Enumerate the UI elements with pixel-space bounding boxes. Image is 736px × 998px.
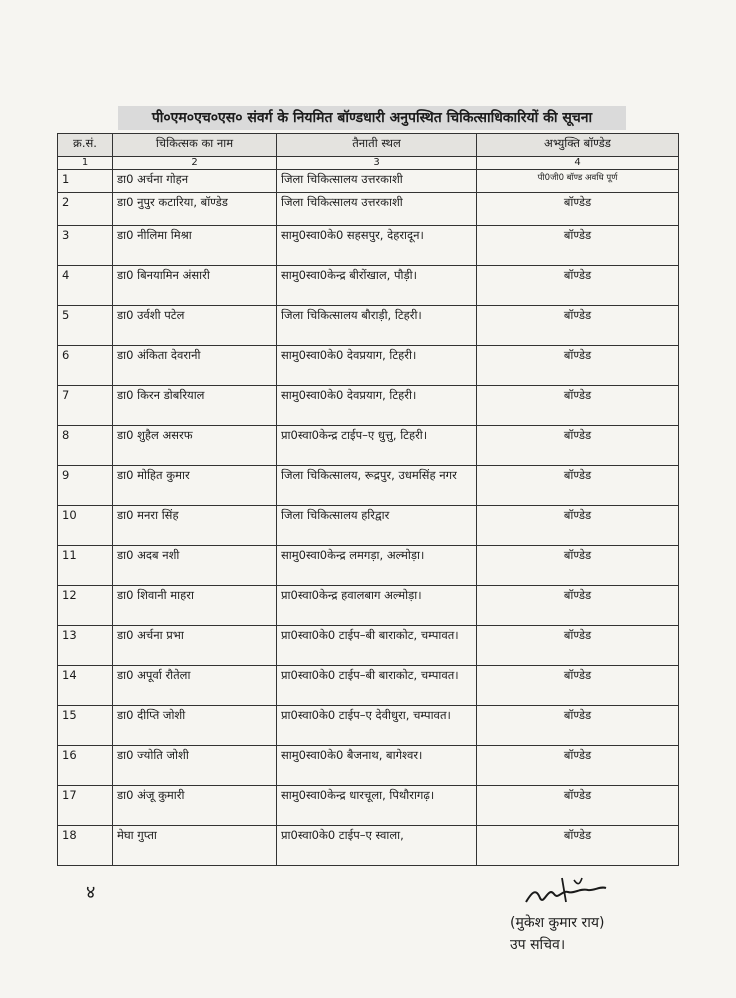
doctor-name-cell: डा0 मनरा सिंह xyxy=(113,506,277,546)
posting-place-cell: प्रा0स्वा0के0 टाईप–बी बाराकोट, चम्पावत। xyxy=(277,666,477,706)
table-row xyxy=(58,226,679,266)
remark-cell: बॉण्डेड xyxy=(477,506,679,546)
posting-place-cell: जिला चिकित्सालय, रूद्रपुर, उधमसिंह नगर xyxy=(277,466,477,506)
table-row xyxy=(58,193,679,226)
posting-place-cell: प्रा0स्वा0केन्द्र टाईप–ए धुत्तु, टिहरी। xyxy=(277,426,477,466)
row-serial: 11 xyxy=(58,546,113,586)
doctor-name-cell: डा0 अपूर्वा रौतेला xyxy=(113,666,277,706)
remark-cell: बॉण्डेड xyxy=(477,226,679,266)
doctor-name-cell: डा0 बिनयामिन अंसारी xyxy=(113,266,277,306)
table-row xyxy=(58,826,679,866)
remark-cell: बॉण्डेड xyxy=(477,626,679,666)
doctor-name-cell: डा0 ज्योति जोशी xyxy=(113,746,277,786)
posting-place-cell: प्रा0स्वा0केन्द्र हवालबाग अल्मोड़ा। xyxy=(277,586,477,626)
table-row xyxy=(58,666,679,706)
doctor-name-cell: डा0 दीप्ति जोशी xyxy=(113,706,277,746)
row-serial: 18 xyxy=(58,826,113,866)
row-serial: 6 xyxy=(58,346,113,386)
row-serial: 12 xyxy=(58,586,113,626)
row-serial: 10 xyxy=(58,506,113,546)
doctor-name-cell: डा0 उर्वशी पटेल xyxy=(113,306,277,346)
table-row xyxy=(58,786,679,826)
row-serial: 1 xyxy=(58,170,113,193)
posting-place-cell: सामु0स्वा0के0 सहसपुर, देहरादून। xyxy=(277,226,477,266)
header-remark: अभ्युक्ति बॉण्डेड xyxy=(477,134,679,157)
doctor-name-cell: डा0 अंकिता देवरानी xyxy=(113,346,277,386)
posting-place-cell: सामु0स्वा0के0 देवप्रयाग, टिहरी। xyxy=(277,346,477,386)
column-number: 3 xyxy=(277,157,477,170)
table-row xyxy=(58,626,679,666)
posting-place-cell: सामु0स्वा0केन्द्र बीरोंखाल, पौड़ी। xyxy=(277,266,477,306)
remark-cell: बॉण्डेड xyxy=(477,266,679,306)
table-row xyxy=(58,346,679,386)
column-number: 4 xyxy=(477,157,679,170)
remark-cell: बॉण्डेड xyxy=(477,306,679,346)
posting-place-cell: जिला चिकित्सालय उत्तरकाशी xyxy=(277,170,477,193)
doctor-name-cell: डा0 अंजू कुमारी xyxy=(113,786,277,826)
table-header-row xyxy=(58,134,679,157)
doctor-name-cell: डा0 नुपुर कटारिया, बॉण्डेड xyxy=(113,193,277,226)
officers-table xyxy=(57,133,679,866)
table-row xyxy=(58,706,679,746)
posting-place-cell: प्रा0स्वा0के0 टाईप–ए देवीधुरा, चम्पावत। xyxy=(277,706,477,746)
remark-cell: पी0जी0 बॉण्ड अवधि पूर्ण xyxy=(477,170,679,193)
posting-place-cell: जिला चिकित्सालय बौराड़ी, टिहरी। xyxy=(277,306,477,346)
row-serial: 14 xyxy=(58,666,113,706)
table-row xyxy=(58,306,679,346)
doctor-name-cell: डा0 किरन डोबरियाल xyxy=(113,386,277,426)
doctor-name-cell: डा0 शिवानी माहरा xyxy=(113,586,277,626)
row-serial: 17 xyxy=(58,786,113,826)
row-serial: 13 xyxy=(58,626,113,666)
doctor-name-cell: मेघा गुप्ता xyxy=(113,826,277,866)
remark-cell: बॉण्डेड xyxy=(477,786,679,826)
remark-cell: बॉण्डेड xyxy=(477,193,679,226)
posting-place-cell: सामु0स्वा0केन्द्र लमगड़ा, अल्मोड़ा। xyxy=(277,546,477,586)
remark-cell: बॉण्डेड xyxy=(477,586,679,626)
row-serial: 9 xyxy=(58,466,113,506)
remark-cell: बॉण्डेड xyxy=(477,546,679,586)
document-title: पी०एम०एच०एस० संवर्ग के नियमित बॉण्डधारी अनुपस्थित चिकित्साधिकारियों की सूचना xyxy=(118,106,626,130)
remark-cell: बॉण्डेड xyxy=(477,346,679,386)
header-doctor-name: चिकित्सक का नाम xyxy=(113,134,277,157)
doctor-name-cell: डा0 अदब नशी xyxy=(113,546,277,586)
row-serial: 5 xyxy=(58,306,113,346)
posting-place-cell: प्रा0स्वा0के0 टाईप–ए स्वाला, xyxy=(277,826,477,866)
table-row xyxy=(58,546,679,586)
doctor-name-cell: डा0 नीलिमा मिश्रा xyxy=(113,226,277,266)
posting-place-cell: प्रा0स्वा0के0 टाईप–बी बाराकोट, चम्पावत। xyxy=(277,626,477,666)
table-row xyxy=(58,426,679,466)
doctor-name-cell: डा0 अर्चना गोहन xyxy=(113,170,277,193)
column-number: 2 xyxy=(113,157,277,170)
posting-place-cell: जिला चिकित्सालय हरिद्वार xyxy=(277,506,477,546)
row-serial: 7 xyxy=(58,386,113,426)
remark-cell: बॉण्डेड xyxy=(477,666,679,706)
page-mark: ४ xyxy=(86,882,96,903)
row-serial: 8 xyxy=(58,426,113,466)
table-row xyxy=(58,746,679,786)
table-row xyxy=(58,386,679,426)
row-serial: 16 xyxy=(58,746,113,786)
signature-scribble xyxy=(522,872,612,914)
table-row xyxy=(58,586,679,626)
signatory-name: (मुकेश कुमार राय) xyxy=(510,915,605,931)
posting-place-cell: जिला चिकित्सालय उत्तरकाशी xyxy=(277,193,477,226)
remark-cell: बॉण्डेड xyxy=(477,746,679,786)
posting-place-cell: सामु0स्वा0केन्द्र धारचूला, पिथौरागढ़। xyxy=(277,786,477,826)
column-number-row xyxy=(58,157,679,170)
row-serial: 15 xyxy=(58,706,113,746)
remark-cell: बॉण्डेड xyxy=(477,826,679,866)
posting-place-cell: सामु0स्वा0के0 बैजनाथ, बागेश्वर। xyxy=(277,746,477,786)
doctor-name-cell: डा0 मोहित कुमार xyxy=(113,466,277,506)
table-row xyxy=(58,506,679,546)
table-row xyxy=(58,466,679,506)
doctor-name-cell: डा0 शुहैल असरफ xyxy=(113,426,277,466)
column-number: 1 xyxy=(58,157,113,170)
header-posting-place: तैनाती स्थल xyxy=(277,134,477,157)
remark-cell: बॉण्डेड xyxy=(477,466,679,506)
doctor-name-cell: डा0 अर्चना प्रभा xyxy=(113,626,277,666)
row-serial: 3 xyxy=(58,226,113,266)
table-row xyxy=(58,170,679,193)
remark-cell: बॉण्डेड xyxy=(477,386,679,426)
remark-cell: बॉण्डेड xyxy=(477,426,679,466)
posting-place-cell: सामु0स्वा0के0 देवप्रयाग, टिहरी। xyxy=(277,386,477,426)
remark-cell: बॉण्डेड xyxy=(477,706,679,746)
row-serial: 4 xyxy=(58,266,113,306)
signatory-designation: उप सचिव। xyxy=(510,937,566,953)
header-serial: क्र.सं. xyxy=(58,134,113,157)
table-row xyxy=(58,266,679,306)
row-serial: 2 xyxy=(58,193,113,226)
